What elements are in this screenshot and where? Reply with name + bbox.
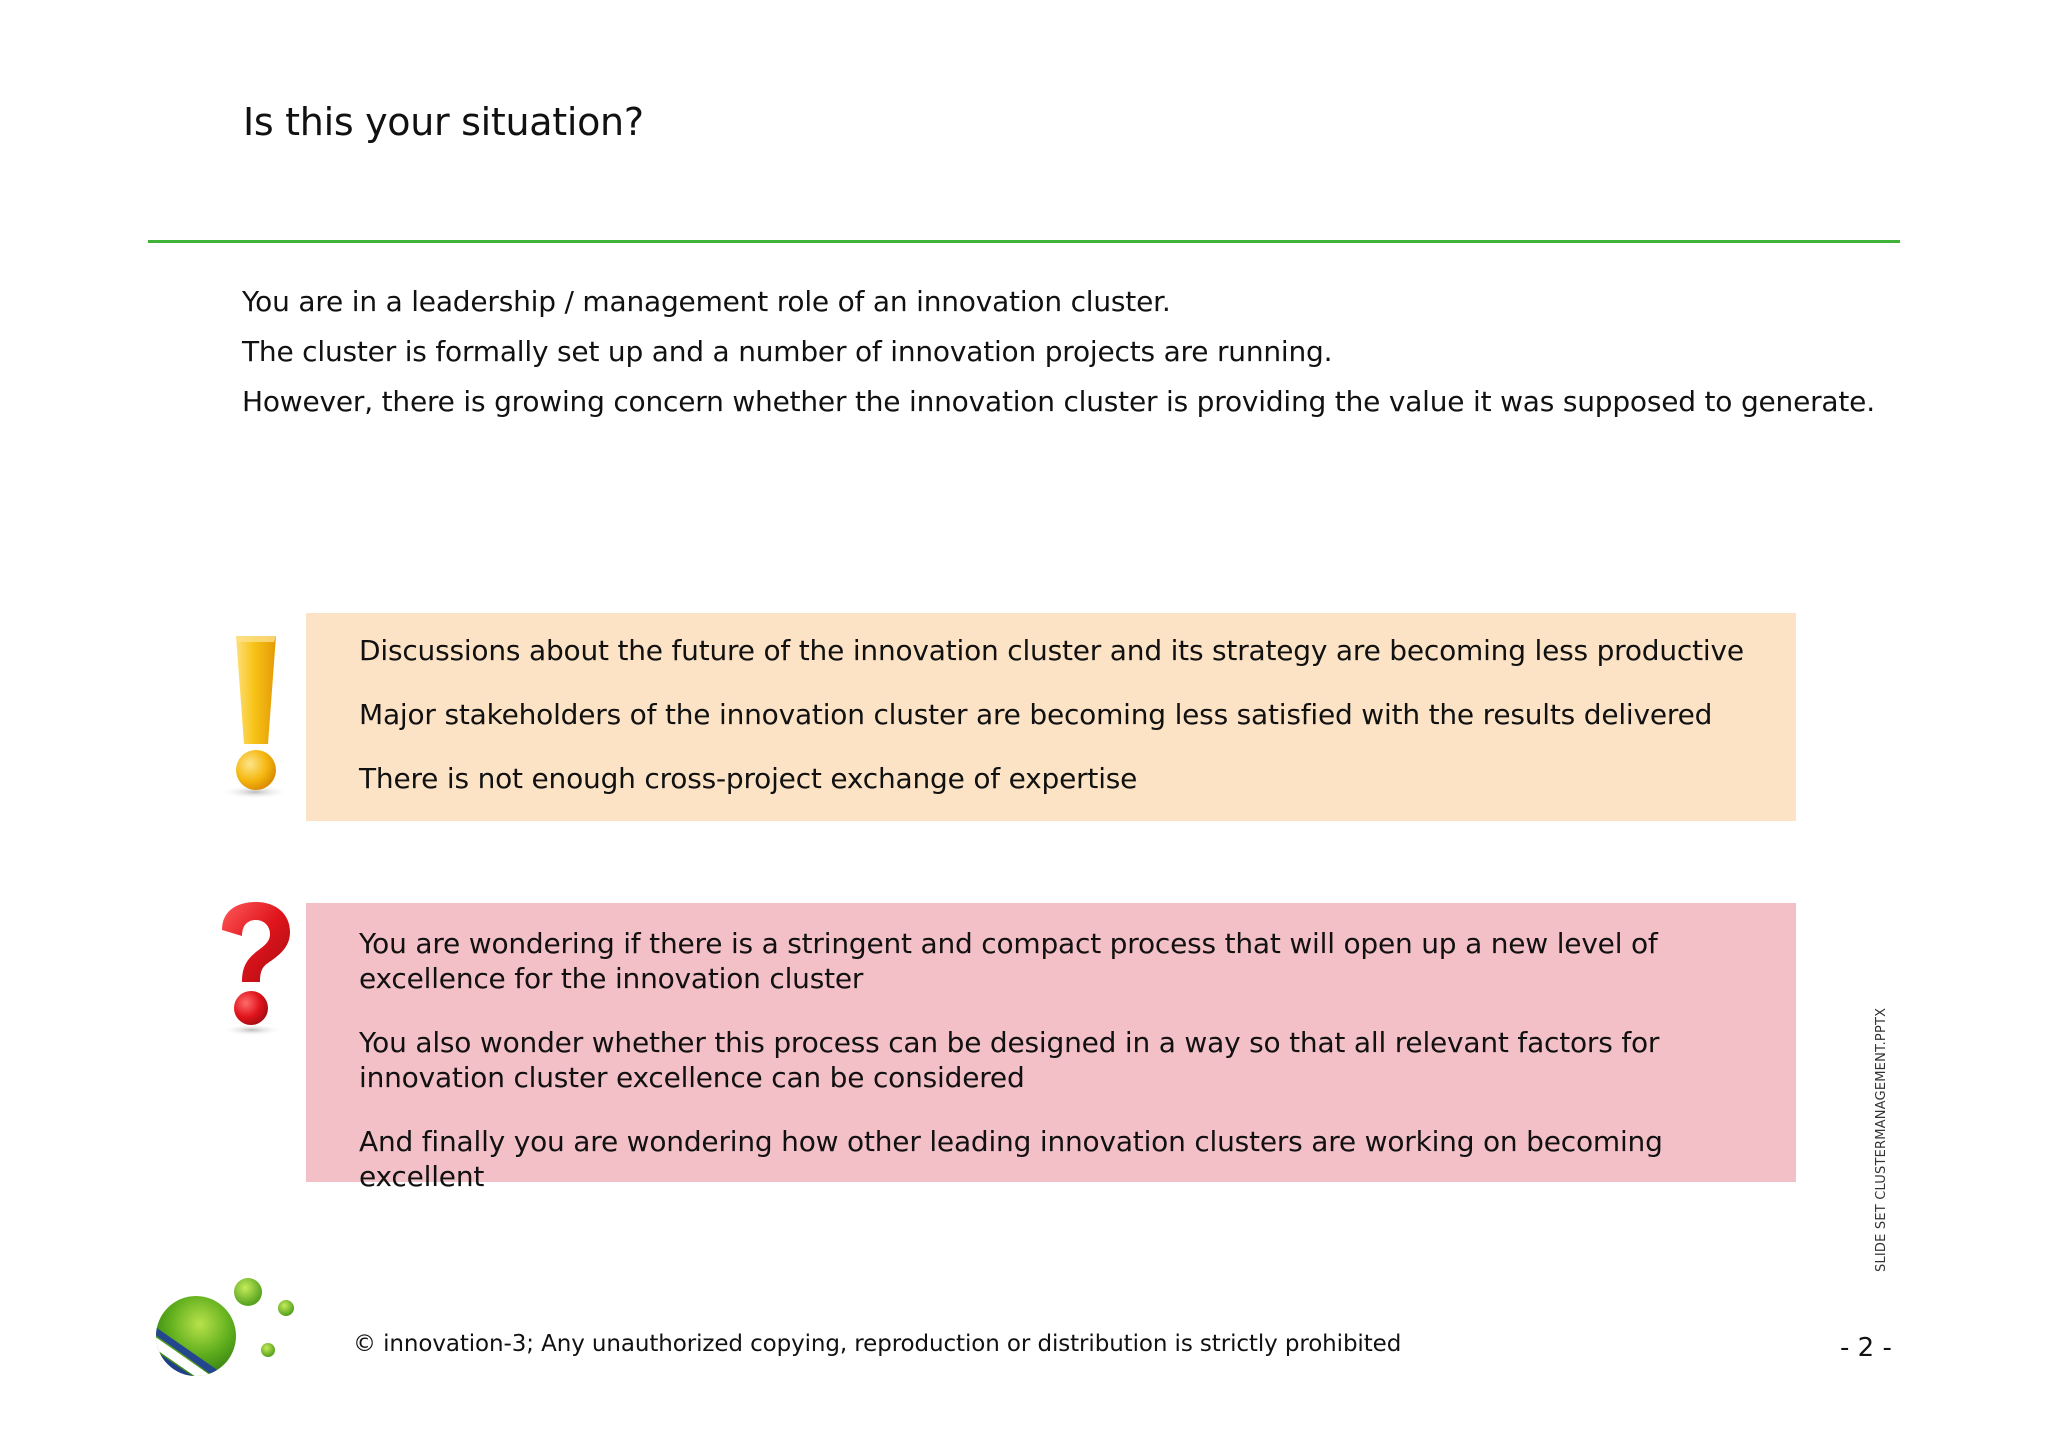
intro-line: You are in a leadership / management role of an innovation cluster. bbox=[242, 285, 1171, 318]
question-item: And finally you are wondering how other leading innovation clusters are working on becoming excellent bbox=[359, 1125, 1663, 1193]
warning-box bbox=[306, 613, 1796, 821]
exclamation-icon bbox=[218, 632, 292, 802]
intro-line: However, there is growing concern whether the innovation cluster is providing the value it was supposed to generate. bbox=[242, 385, 1875, 418]
question-item: You also wonder whether this process can be designed in a way so that all relevant factors for innovation cluster excellence can be considered bbox=[359, 1026, 1660, 1094]
question-item: You are wondering if there is a stringent and compact process that will open up a new level of excellence for the innovation cluster bbox=[359, 927, 1658, 995]
file-label: SLIDE SET CLUSTERMANAGEMENT.PPTX bbox=[1874, 1007, 1889, 1272]
intro-text bbox=[242, 277, 1942, 427]
question-mark-icon bbox=[216, 900, 294, 1038]
warning-item: Discussions about the future of the innovation cluster and its strategy are becoming less productive bbox=[359, 634, 1744, 667]
warning-item: There is not enough cross-project exchange of expertise bbox=[359, 762, 1138, 795]
innovation-3-logo bbox=[150, 1270, 302, 1380]
question-box bbox=[306, 903, 1796, 1193]
warning-item: Major stakeholders of the innovation cluster are becoming less satisfied with the results delivered bbox=[359, 698, 1713, 731]
intro-line: The cluster is formally set up and a number of innovation projects are running. bbox=[242, 335, 1333, 368]
title-divider bbox=[148, 240, 1900, 243]
page-number: - 2 - bbox=[1840, 1333, 1892, 1363]
slide-title: Is this your situation? bbox=[243, 100, 644, 144]
copyright-notice: © innovation-3; Any unauthorized copying, reproduction or distribution is strictly prohibited bbox=[353, 1331, 1402, 1357]
